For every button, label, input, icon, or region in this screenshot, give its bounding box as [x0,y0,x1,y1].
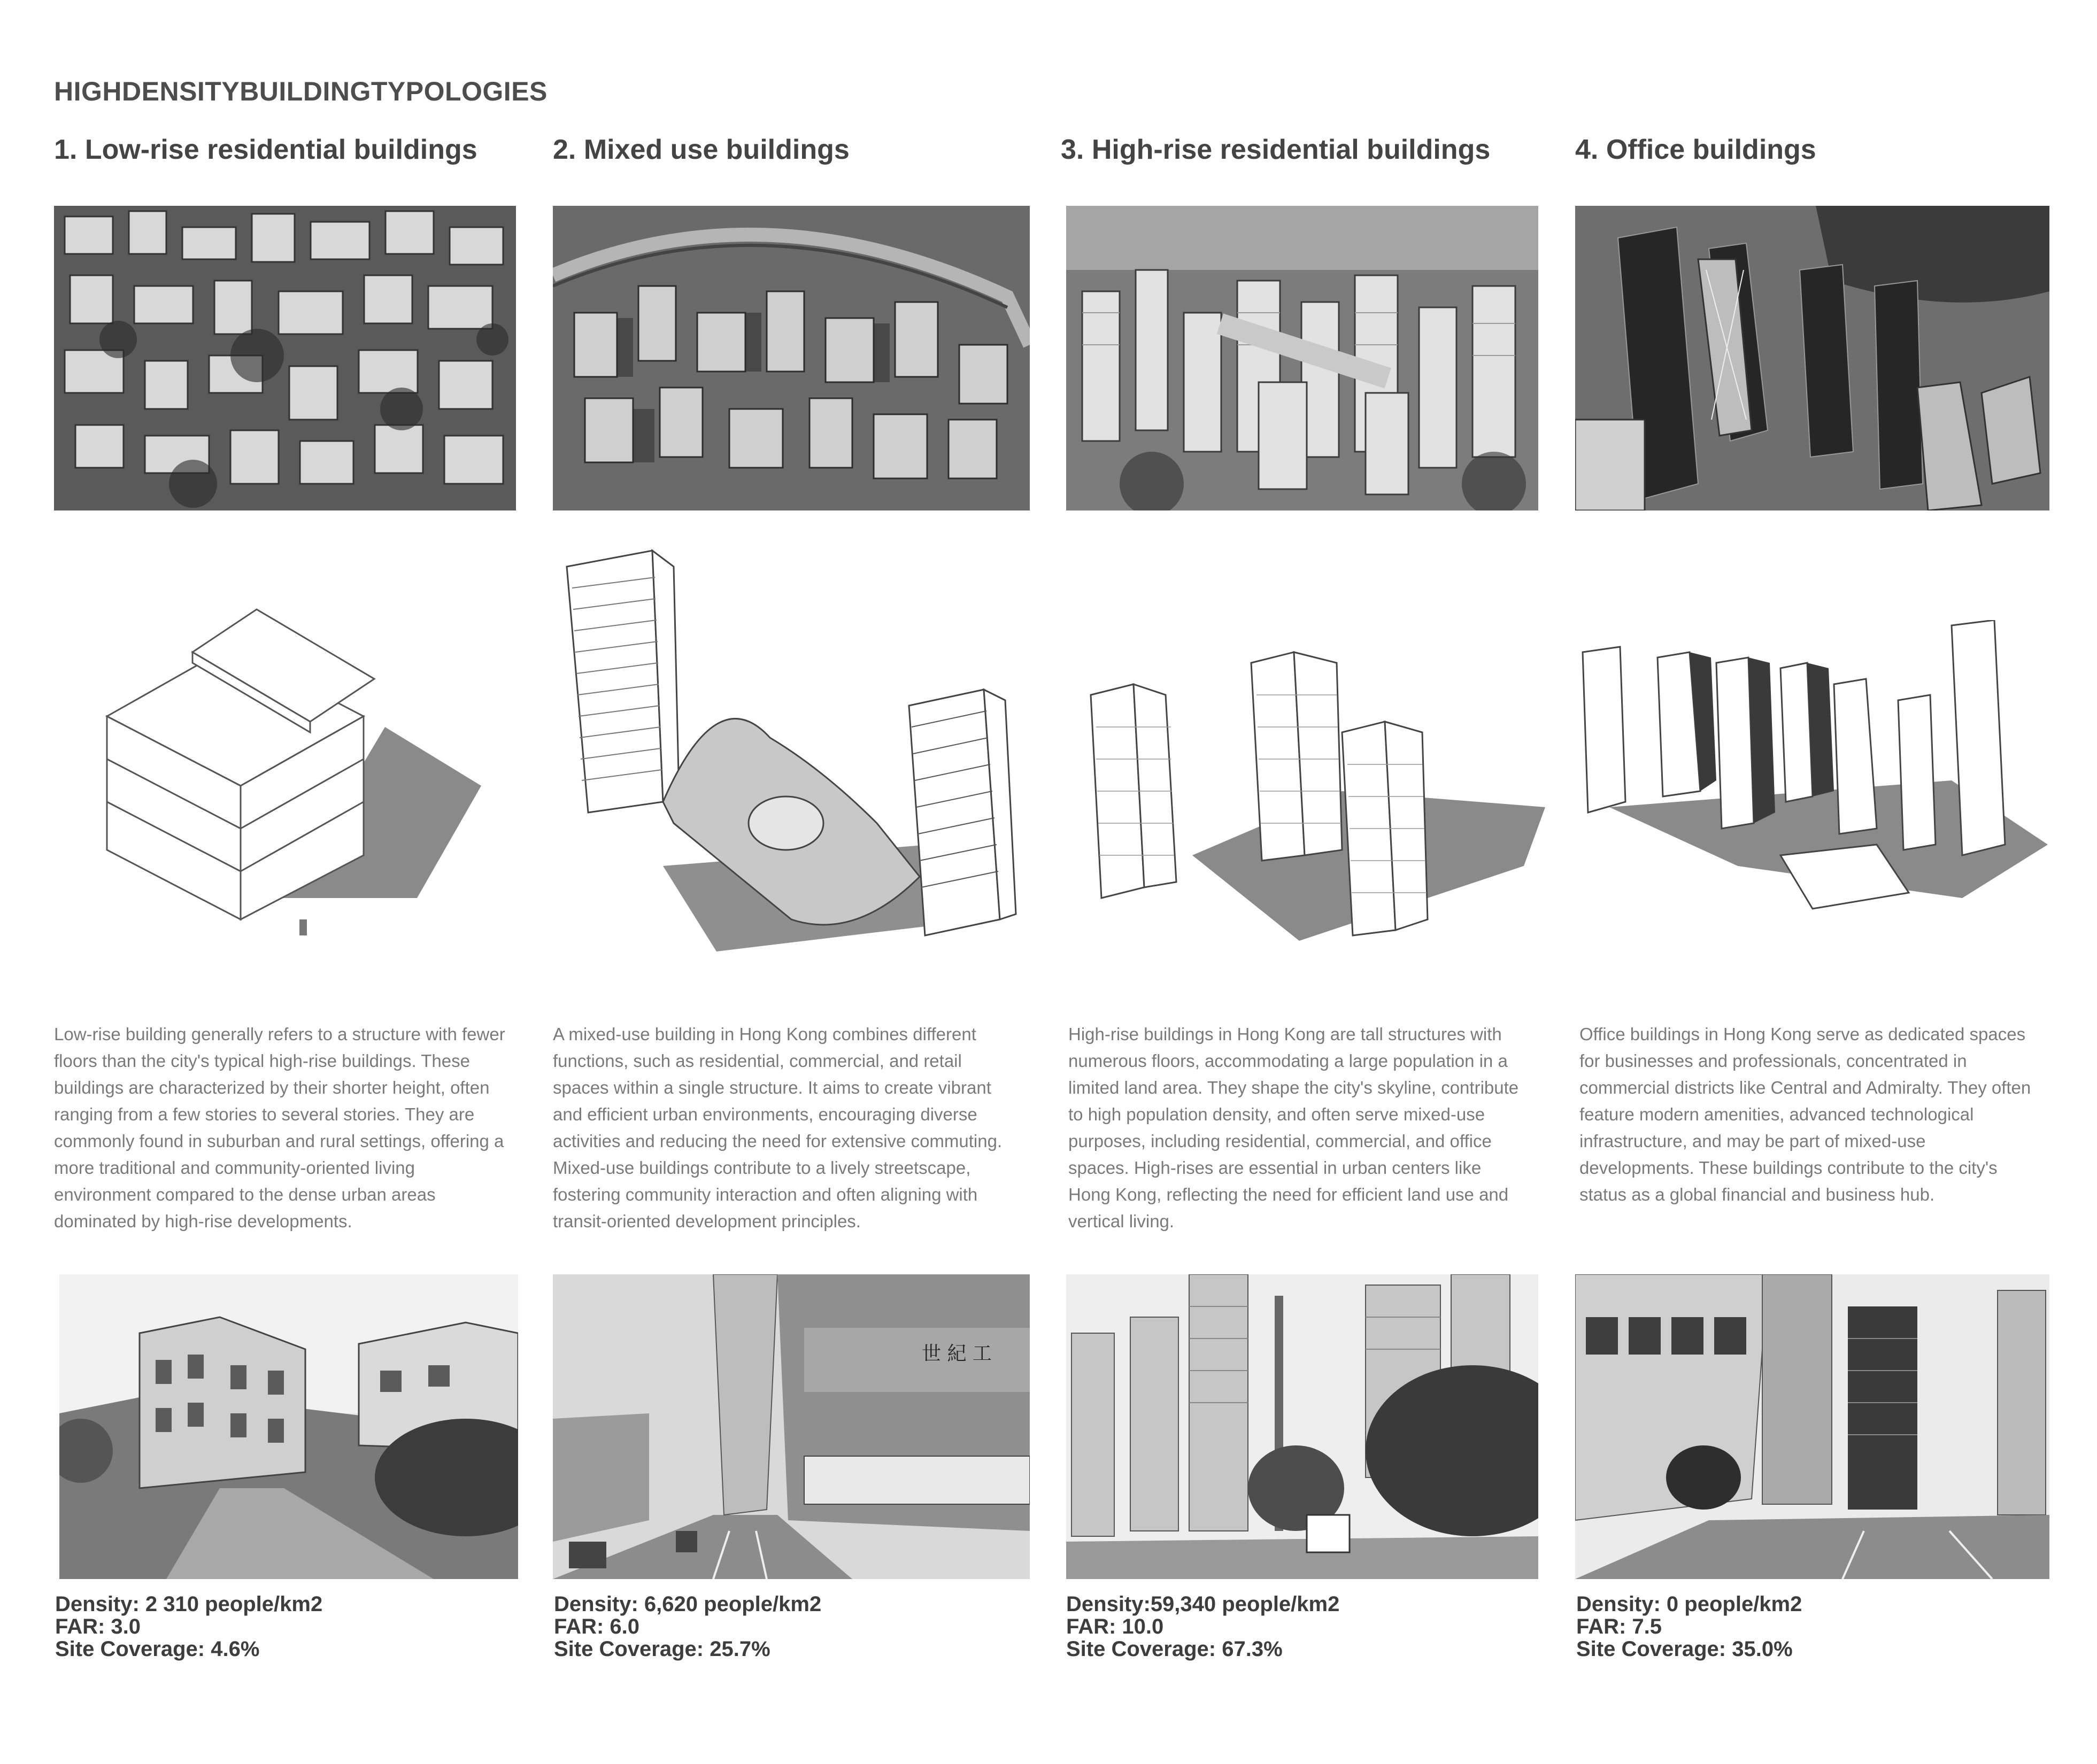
aerial-photo-high-rise [1066,206,1538,510]
street-photo-low-rise [59,1274,518,1579]
aerial-photo-mixed-use [553,206,1030,510]
stats-mixed-use [554,1593,821,1660]
page-title: HIGHDENSITYBUILDINGTYPOLOGIES [54,76,548,106]
far-value: FAR: 3.0 [55,1615,141,1638]
density-value: Density: 6,620 people/km2 [554,1592,822,1616]
stats-office [1576,1593,1802,1660]
storefront-sign: 世 紀 工 [922,1343,992,1365]
site-coverage-value: Site Coverage: 4.6% [55,1637,260,1661]
density-value: Density:59,340 people/km2 [1066,1592,1340,1616]
column-heading-high-rise: 3. High-rise residential buildings [1061,134,1491,165]
site-coverage-value: Site Coverage: 35.0% [1576,1637,1793,1661]
column-heading-low-rise: 1. Low-rise residential buildings [54,134,477,165]
far-value: FAR: 10.0 [1066,1615,1164,1638]
description-low-rise: Low-rise building generally refers to a structure with fewer floors than the city's typical high-rise buildings. These buildings are characterized by their shorter height, often ranging from a few stories to several stories. They are commonly found in suburban and rural settings, offering a more traditional and community-oriented living environment compared to the dense urban areas dominated by high-rise developments. [54,1024,505,1231]
description-office: Office buildings in Hong Kong serve as dedicated spaces for businesses and professionals, concentrated in commercial districts like Central and Admiralty. They often feature modern amenities, advanced technological infrastructure, and may be part of mixed-use developments. These buildings contribute to the city's status as a global financial and business hub. [1579,1024,2031,1204]
street-photo-office [1575,1274,2049,1579]
column-heading-mixed-use: 2. Mixed use buildings [553,134,850,165]
site-coverage-value: Site Coverage: 25.7% [554,1637,770,1661]
site-coverage-value: Site Coverage: 67.3% [1066,1637,1283,1661]
axonometric-high-rise [1085,641,1545,951]
density-value: Density: 2 310 people/km2 [55,1592,323,1616]
column-heading-office: 4. Office buildings [1575,134,1816,165]
description-mixed-use: A mixed-use building in Hong Kong combines different functions, such as residential, commercial, and retail spaces within a single structure. It aims to create vibrant and efficient urban environments, encouraging diverse activities and reducing the need for extensive commuting. Mixed-use buildings contribute to a lively streetscape, fostering community interaction and often aligning with transit-oriented development principles. [553,1024,1003,1231]
aerial-photo-low-rise [54,206,516,510]
axonometric-low-rise [96,599,481,946]
stats-low-rise [55,1593,322,1660]
far-value: FAR: 6.0 [554,1615,640,1638]
axonometric-office [1577,620,2048,951]
street-photo-high-rise [1066,1274,1538,1579]
street-photo-mixed-use [553,1274,1030,1579]
axonometric-mixed-use [556,545,1027,968]
far-value: FAR: 7.5 [1576,1615,1662,1638]
stats-high-rise [1066,1593,1339,1660]
density-value: Density: 0 people/km2 [1576,1592,1802,1616]
aerial-photo-office [1575,206,2049,510]
description-high-rise: High-rise buildings in Hong Kong are tall structures with numerous floors, accommodating a large population in a limited land area. They shape the city's skyline, contribute to high population density, and often serve mixed-use purposes, including residential, commercial, and office spaces. High-rises are essential in urban centers like Hong Kong, reflecting the need for efficient land use and vertical living. [1068,1024,1519,1231]
